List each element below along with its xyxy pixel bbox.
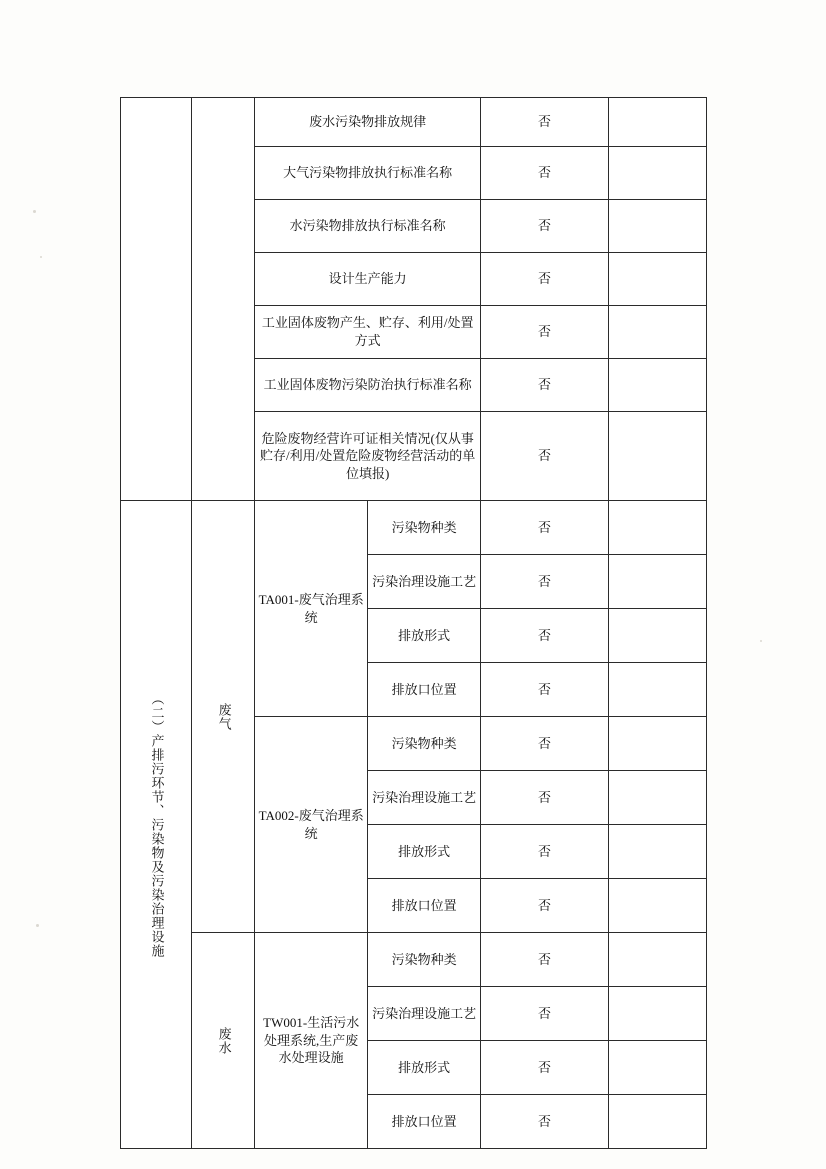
cell-flag: 否 [481, 98, 609, 147]
category-label-text: 废气 [216, 702, 232, 731]
cell-remark [608, 987, 706, 1041]
cell-remark [608, 1041, 706, 1095]
permit-table-container [120, 97, 707, 1149]
cell-flag: 否 [481, 771, 609, 825]
cell-flag: 否 [481, 359, 609, 412]
permit-table [120, 97, 707, 1149]
cell-item-name: 水污染物排放执行标准名称 [255, 200, 481, 253]
cell-item-name: 设计生产能力 [255, 253, 481, 306]
cell-subitem-name: 排放形式 [368, 1041, 481, 1095]
section-label-text: （二）产排污环节、污染物及污染治理设施 [149, 691, 165, 958]
cell-subitem-name: 污染物种类 [368, 717, 481, 771]
cell-subitem-name: 排放口位置 [368, 1095, 481, 1149]
cell-flag: 否 [481, 663, 609, 717]
cell-subitem-name: 排放形式 [368, 825, 481, 879]
cell-subitem-name: 污染治理设施工艺 [368, 771, 481, 825]
cell-remark [608, 359, 706, 412]
cell-flag: 否 [481, 306, 609, 359]
scan-speckle [36, 924, 39, 927]
cell-item-name: 工业固体废物产生、贮存、利用/处置方式 [255, 306, 481, 359]
cell-subitem-name: 排放形式 [368, 609, 481, 663]
cell-item-name: 废水污染物排放规律 [255, 98, 481, 147]
cell-remark [608, 200, 706, 253]
cell-remark [608, 147, 706, 200]
cell-flag: 否 [481, 253, 609, 306]
table-row [121, 98, 707, 147]
cell-flag: 否 [481, 609, 609, 663]
cell-remark [608, 771, 706, 825]
cell-flag: 否 [481, 412, 609, 501]
cell-flag: 否 [481, 200, 609, 253]
cell-subitem-name: 污染物种类 [368, 501, 481, 555]
scan-speckle [33, 210, 36, 213]
scan-speckle [760, 640, 762, 642]
cell-category-waste-gas [191, 501, 254, 933]
cell-flag: 否 [481, 879, 609, 933]
cell-flag: 否 [481, 933, 609, 987]
cell-remark [608, 933, 706, 987]
cell-flag: 否 [481, 1095, 609, 1149]
cell-remark [608, 609, 706, 663]
cell-remark [608, 412, 706, 501]
table-row [121, 501, 707, 555]
cell-item-name: 大气污染物排放执行标准名称 [255, 147, 481, 200]
cell-remark [608, 663, 706, 717]
cell-category-waste-water [191, 933, 254, 1149]
cell-flag: 否 [481, 1041, 609, 1095]
cell-facility-name: TA002-废气治理系统 [255, 717, 368, 933]
cell-flag: 否 [481, 717, 609, 771]
cell-section-blank-top [121, 98, 192, 501]
table-row [121, 933, 707, 987]
cell-remark [608, 306, 706, 359]
cell-remark [608, 253, 706, 306]
cell-remark [608, 717, 706, 771]
cell-flag: 否 [481, 501, 609, 555]
cell-remark [608, 1095, 706, 1149]
scan-speckle [40, 256, 42, 258]
cell-remark [608, 501, 706, 555]
cell-flag: 否 [481, 555, 609, 609]
cell-remark [608, 98, 706, 147]
cell-section-label [121, 501, 192, 1149]
cell-subitem-name: 污染治理设施工艺 [368, 555, 481, 609]
cell-remark [608, 555, 706, 609]
cell-subitem-name: 污染物种类 [368, 933, 481, 987]
cell-item-name: 危险废物经营许可证相关情况(仅从事贮存/利用/处置危险废物经营活动的单位填报) [255, 412, 481, 501]
cell-subitem-name: 污染治理设施工艺 [368, 987, 481, 1041]
cell-facility-name: TW001-生活污水处理系统,生产废水处理设施 [255, 933, 368, 1149]
cell-subitem-name: 排放口位置 [368, 663, 481, 717]
cell-remark [608, 879, 706, 933]
cell-flag: 否 [481, 147, 609, 200]
cell-remark [608, 825, 706, 879]
cell-flag: 否 [481, 825, 609, 879]
cell-item-name: 工业固体废物污染防治执行标准名称 [255, 359, 481, 412]
cell-subsection-blank-top [191, 98, 254, 501]
cell-subitem-name: 排放口位置 [368, 879, 481, 933]
cell-flag: 否 [481, 987, 609, 1041]
category-label-text: 废水 [216, 1026, 232, 1055]
cell-facility-name: TA001-废气治理系统 [255, 501, 368, 717]
